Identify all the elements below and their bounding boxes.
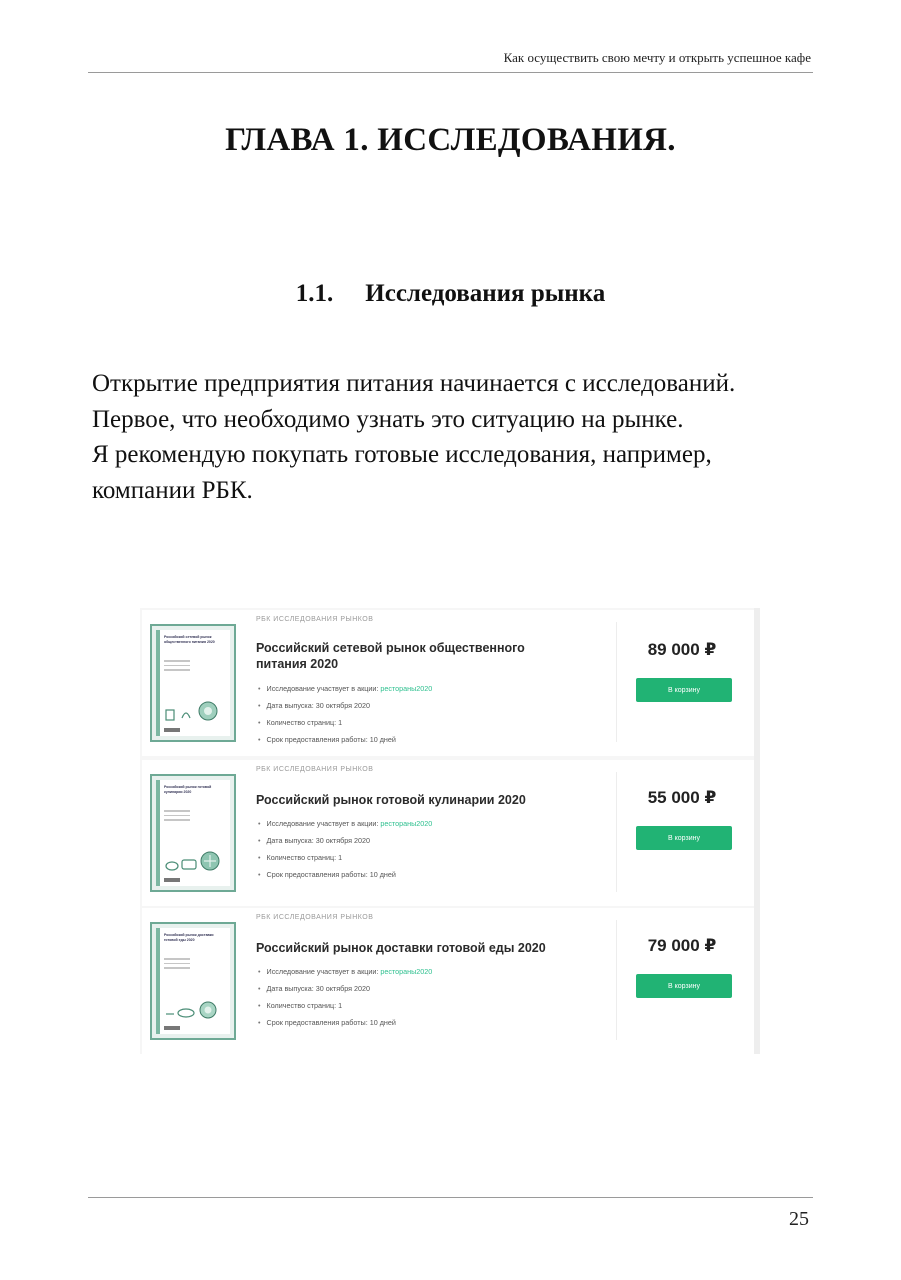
detail-term: • Срок предоставления работы: 10 дней	[258, 866, 432, 883]
screenshot-edge	[754, 608, 760, 1054]
cover-title: Российский сетевой рынок общественного питания 2020	[164, 635, 215, 644]
card-divider	[616, 920, 617, 1040]
research-card	[142, 760, 754, 906]
detail-promo: • Исследование участвует в акции: рестораны2020	[258, 815, 432, 832]
detail-term: • Срок предоставления работы: 10 дней	[258, 731, 432, 748]
detail-date: • Дата выпуска: 30 октября 2020	[258, 980, 432, 997]
card-kicker: РБК ИССЛЕДОВАНИЯ РЫНКОВ	[256, 914, 374, 921]
cover-illustration-icon	[164, 850, 226, 872]
detail-date: • Дата выпуска: 30 октября 2020	[258, 832, 432, 849]
cover-title: Российский рынок готовой кулинарии 2020	[164, 785, 212, 794]
card-title-link[interactable]: Российский сетевой рынок общественного питания 2020	[256, 641, 525, 671]
price: 79 000 ₽	[647, 936, 717, 955]
cover-title: Российский рынок доставки готовой еды 2020	[164, 933, 214, 942]
card-details	[258, 815, 432, 883]
price: 89 000 ₽	[647, 640, 717, 659]
report-cover-image	[150, 922, 236, 1040]
header-divider	[88, 72, 813, 73]
detail-pages: • Количество страниц: 1	[258, 849, 432, 866]
research-card	[142, 610, 754, 756]
promo-link[interactable]: рестораны2020	[380, 967, 433, 976]
detail-promo: • Исследование участвует в акции: рестораны2020	[258, 680, 432, 697]
price: 55 000 ₽	[647, 788, 717, 807]
cover-illustration-icon	[164, 998, 226, 1020]
footer-divider	[88, 1197, 813, 1198]
paragraph: Открытие предприятия питания начинается с исследований.	[92, 370, 736, 397]
add-to-cart-button[interactable]: В корзину	[636, 678, 732, 702]
cover-illustration-icon	[164, 700, 226, 722]
add-to-cart-button[interactable]: В корзину	[636, 974, 732, 998]
card-details	[258, 680, 432, 748]
card-title-link[interactable]: Российский рынок доставки готовой еды 2020	[256, 941, 546, 955]
card-kicker: РБК ИССЛЕДОВАНИЯ РЫНКОВ	[256, 616, 374, 623]
detail-date: • Дата выпуска: 30 октября 2020	[258, 697, 432, 714]
detail-term: • Срок предоставления работы: 10 дней	[258, 1014, 432, 1031]
detail-promo: • Исследование участвует в акции: рестораны2020	[258, 963, 432, 980]
card-details	[258, 963, 432, 1031]
card-divider	[616, 772, 617, 892]
section-heading-text: Исследования рынка	[365, 280, 606, 307]
paragraph: Первое, что необходимо узнать это ситуацию на рынке.	[92, 405, 684, 433]
paragraph: Я рекомендую покупать готовые исследования, например, компании РБК.	[92, 441, 712, 504]
card-divider	[616, 622, 617, 742]
body-text	[92, 366, 811, 508]
promo-link[interactable]: рестораны2020	[380, 819, 433, 828]
section-number: 1.1.	[295, 280, 334, 307]
running-header: Как осуществить свою мечту и открыть успешное кафе	[503, 50, 811, 65]
research-card	[142, 908, 754, 1054]
promo-link[interactable]: рестораны2020	[380, 684, 433, 693]
page-number: 25	[789, 1208, 809, 1230]
detail-pages: • Количество страниц: 1	[258, 997, 432, 1014]
add-to-cart-button[interactable]: В корзину	[636, 826, 732, 850]
card-title-link[interactable]: Российский рынок готовой кулинарии 2020	[256, 793, 526, 807]
report-cover-image	[150, 624, 236, 742]
report-cover-image	[150, 774, 236, 892]
detail-pages: • Количество страниц: 1	[258, 714, 432, 731]
card-kicker: РБК ИССЛЕДОВАНИЯ РЫНКОВ	[256, 766, 374, 773]
rbc-research-screenshot	[140, 608, 760, 1054]
section-title	[0, 280, 901, 308]
chapter-title: ГЛАВА 1. ИССЛЕДОВАНИЯ.	[225, 122, 676, 158]
